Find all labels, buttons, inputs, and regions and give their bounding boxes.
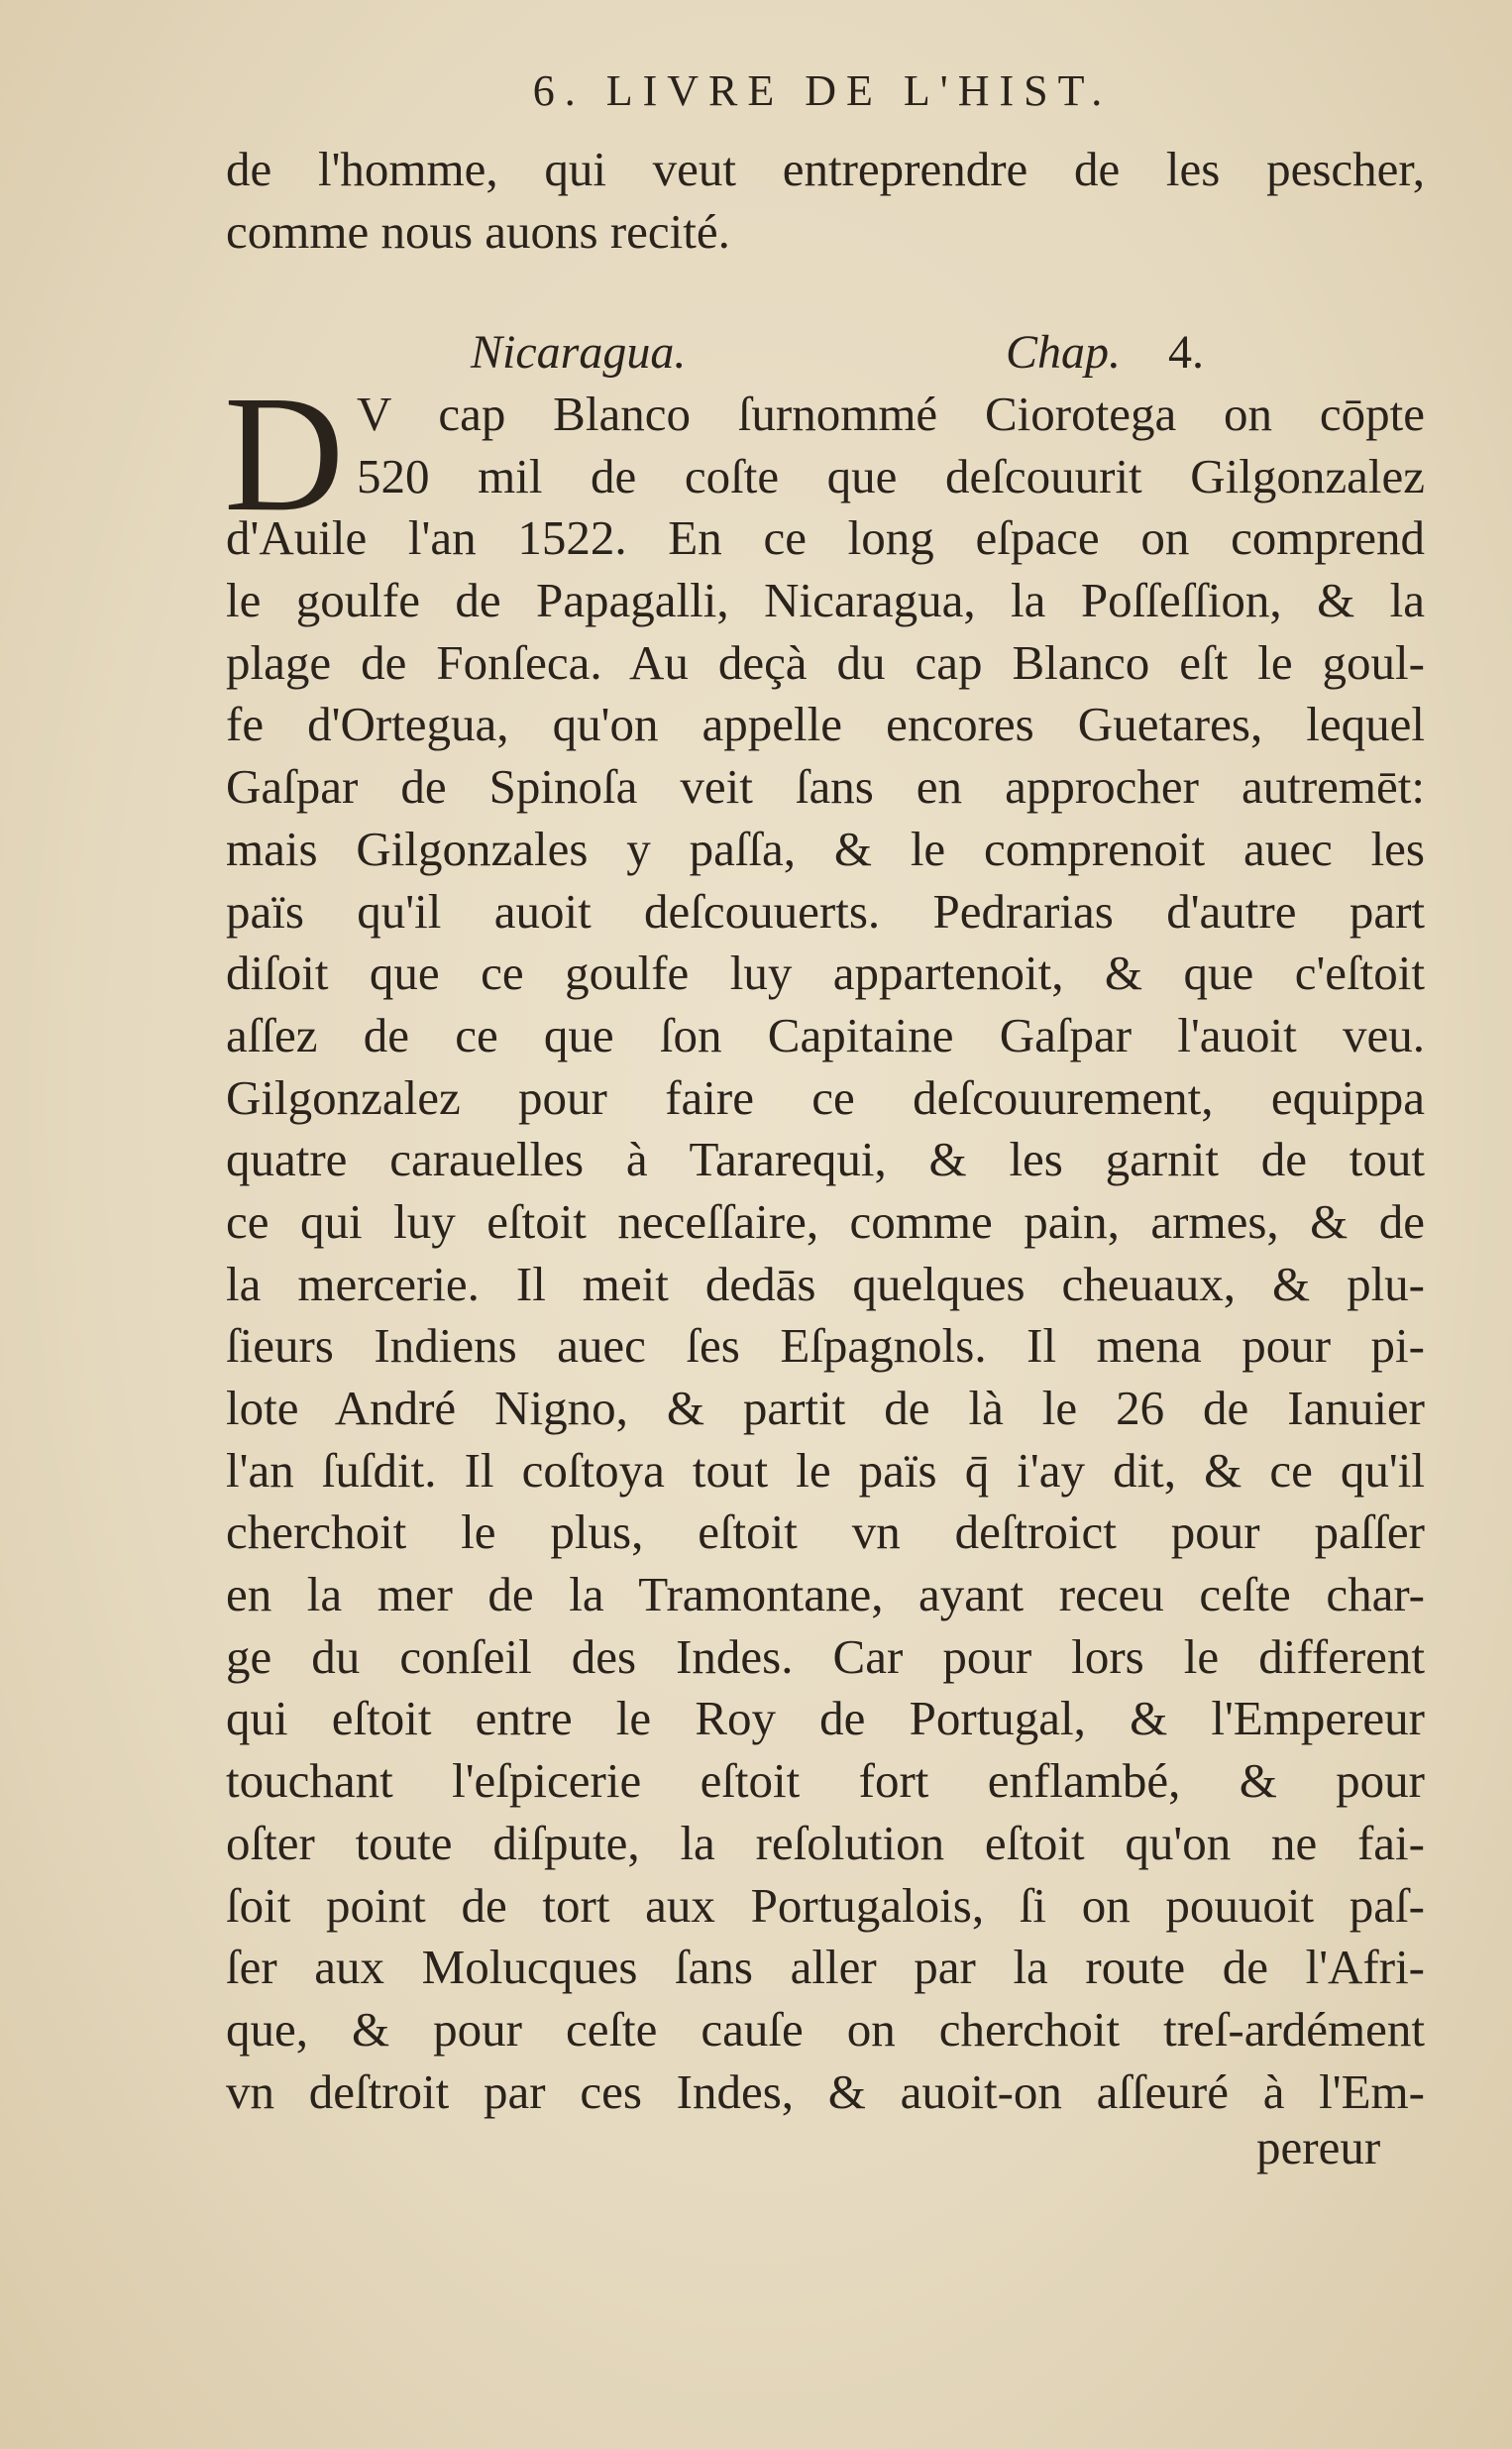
text-line: diſoit que ce goulfe luy appartenoit, & que c'eſtoit <box>226 946 1425 1001</box>
text-line: ge du conſeil des Indes. Car pour lors le different <box>226 1628 1425 1684</box>
chapter-title: Nicaragua. <box>471 326 687 379</box>
text-line: Gilgonzalez pour faire ce deſcouurement, equippa <box>226 1069 1425 1125</box>
chapter-body <box>224 362 1425 2123</box>
text-line: oſter toute diſpute, la reſolution eſtoit qu'on ne fai- <box>226 1815 1425 1870</box>
text-line: la mercerie. Il meit dedās quelques cheuaux, & plu- <box>226 1256 1425 1311</box>
text-line: quatre carauelles à Tararequi, & les garnit de tout <box>226 1132 1425 1187</box>
chapter-heading <box>471 325 1204 380</box>
text-line: vn deſtroit par ces Indes, & auoit-on aſſeuré à l'Em- <box>226 2063 1425 2119</box>
text-line: le goulfe de Papagalli, Nicaragua, la Poſſeſſion, & la <box>226 573 1425 628</box>
text-line: cherchoit le plus, eſtoit vn deſtroict pour paſſer <box>226 1504 1425 1560</box>
text-line: V cap Blanco ſurnommé Ciorotega on cōpte <box>357 387 1425 441</box>
text-line: que, & pour ceſte cauſe on cherchoit treſ-ardément <box>226 2001 1425 2057</box>
text-line: plage de Fonſeca. Au deçà du cap Blanco eſt le goul- <box>226 634 1425 690</box>
text-line: d'Auile l'an 1522. En ce long eſpace on comprend <box>226 510 1425 566</box>
text-line: fe d'Ortegua, qu'on appelle encores Guetares, lequel <box>226 697 1425 752</box>
catchword: pereur <box>1256 2120 1381 2174</box>
text-line: l'an ſuſdit. Il coſtoya tout le païs q̄ i'ay dit, & ce qu'il <box>226 1442 1425 1498</box>
text-line: comme nous auons recité. <box>226 203 730 259</box>
text-line: ce qui luy eſtoit neceſſaire, comme pain, armes, & de <box>226 1193 1425 1249</box>
text-line: Gaſpar de Spinoſa veit ſans en approcher autremēt: <box>226 759 1425 815</box>
text-line: aſſez de ce que ſon Capitaine Gaſpar l'auoit veu. <box>226 1007 1425 1062</box>
text-line: qui eſtoit entre le Roy de Portugal, & l'Empereur <box>226 1691 1425 1746</box>
text-line: touchant l'eſpicerie eſtoit fort enflambé, & pour <box>226 1753 1425 1809</box>
opening-lines <box>226 139 1425 263</box>
text-line: mais Gilgonzales y paſſa, & le comprenoit auec les <box>226 821 1425 876</box>
chapter-number: 4. <box>1168 326 1204 379</box>
text-line: païs qu'il auoit deſcouuerts. Pedrarias d'autre part <box>226 883 1425 939</box>
chapter-label: Chap. 4. <box>1005 326 1204 379</box>
text-line: ſieurs Indiens auec ſes Eſpagnols. Il mena pour pi- <box>226 1318 1425 1374</box>
text-line: ſer aux Molucques ſans aller par la route de l'Afri- <box>226 1940 1425 1995</box>
text-line: lote André Nigno, & partit de là le 26 de Ianuier <box>226 1381 1425 1435</box>
drop-cap: D <box>224 362 345 546</box>
text-line: en la mer de la Tramontane, ayant receu ceſte char- <box>226 1567 1425 1622</box>
text-line: 520 mil de coſte que deſcouurit Gilgonzalez <box>357 448 1425 503</box>
text-line: de l'homme, qui veut entreprendre de les pescher, <box>226 142 1425 196</box>
text-line: ſoit point de tort aux Portugalois, ſi on pouuoit paſ- <box>226 1877 1425 1933</box>
running-head: 6. LIVRE DE L'HIST. <box>532 66 1113 115</box>
